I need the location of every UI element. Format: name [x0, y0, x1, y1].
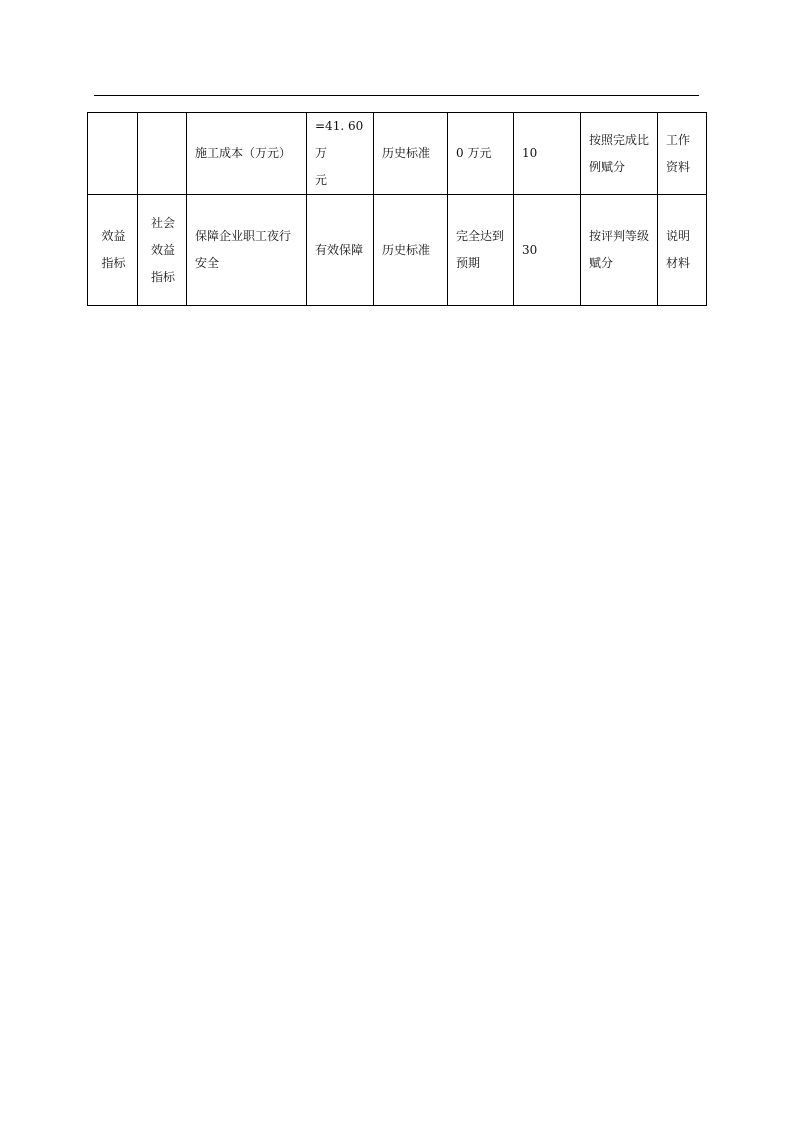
table-row [88, 113, 707, 195]
cell-line: 材料 [666, 256, 691, 270]
cell-line: 指标 [101, 256, 126, 270]
actual-value-cell [448, 195, 514, 306]
cell-line: 例赋分 [589, 159, 626, 174]
cell-line: 历史标准 [382, 242, 431, 257]
standard-source-cell [374, 195, 448, 306]
standard-source-cell [374, 113, 448, 195]
cell-line: 完全达到 [456, 229, 505, 243]
level2-indicator-cell [138, 113, 187, 195]
cell-line: 按评判等级 [589, 229, 650, 243]
weight-cell [514, 113, 581, 195]
cell-line: 赋分 [589, 256, 614, 270]
actual-value-cell [448, 113, 514, 195]
level3-indicator-cell [187, 195, 307, 306]
cell-line: 说明 [666, 229, 691, 243]
evidence-cell [658, 113, 707, 195]
header-rule [94, 95, 699, 96]
cell-line: 10 [522, 146, 538, 160]
cell-line: 效益 [150, 242, 175, 257]
cell-line: 历史标准 [382, 146, 431, 160]
table-row [88, 195, 707, 306]
cell-line: 资料 [666, 159, 691, 174]
cell-line: 保障企业职工夜行 [195, 229, 292, 243]
indicator-value-cell [307, 195, 374, 306]
evidence-cell [658, 195, 707, 306]
level2-indicator-cell [138, 195, 187, 306]
indicator-table [87, 112, 707, 306]
cell-line: 效益 [101, 229, 126, 243]
cell-line: 预期 [456, 256, 481, 270]
level1-indicator-cell [88, 113, 138, 195]
cell-line: 30 [522, 242, 538, 257]
level3-indicator-cell [187, 113, 307, 195]
cell-line: 有效保障 [315, 242, 364, 257]
level1-indicator-cell [88, 195, 138, 306]
scoring-method-cell [581, 113, 658, 195]
cell-line: 工作 [666, 132, 691, 147]
cell-line: 安全 [195, 256, 220, 270]
weight-cell [514, 195, 581, 306]
cell-line: 0 万元 [456, 146, 492, 160]
cell-line: 指标 [150, 269, 175, 284]
cell-line: 施工成本（万元） [195, 146, 292, 160]
indicator-value-cell [307, 113, 374, 195]
cell-line: 按照完成比 [589, 132, 650, 147]
cell-line: 元 [315, 173, 328, 187]
cell-line: 社会 [150, 215, 175, 230]
cell-line: =41. 60 万 [315, 119, 364, 160]
scoring-method-cell [581, 195, 658, 306]
